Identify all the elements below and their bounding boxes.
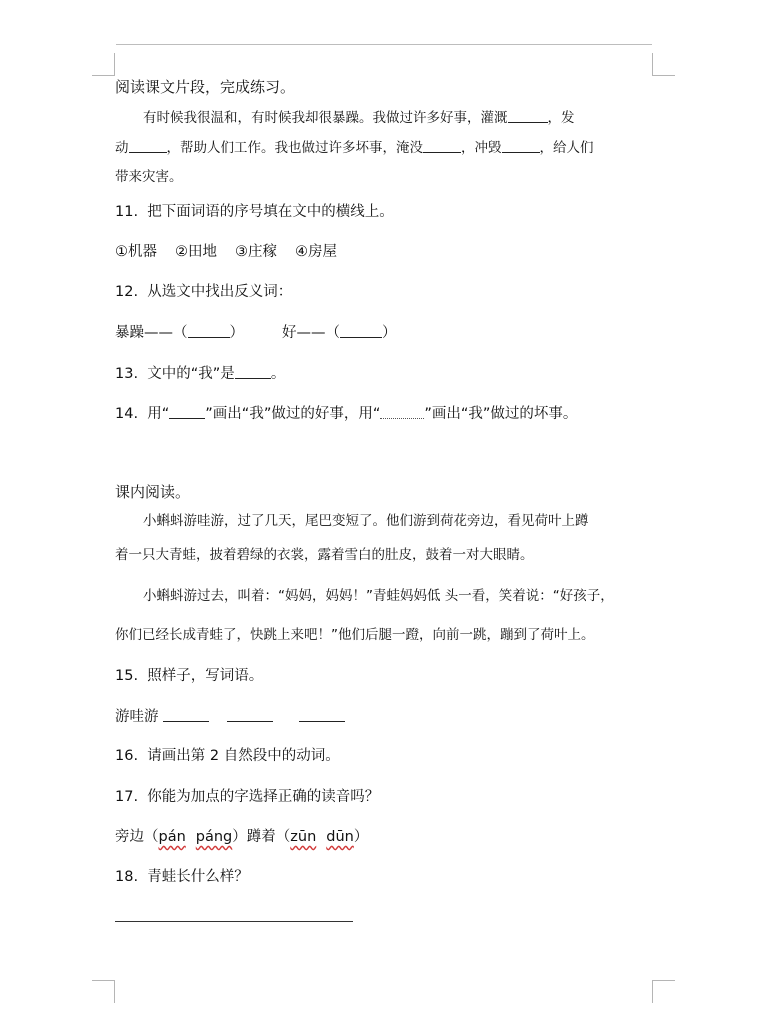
question-15	[115, 666, 263, 686]
answer-blank[interactable]	[129, 137, 167, 153]
question-18	[115, 867, 249, 887]
question-number: 15.	[115, 668, 139, 684]
passage2-p2-line1: 小蝌蚪游过去，叫着：“妈妈，妈妈！”青蛙妈妈低 头一看，笑着说：“好孩子，	[143, 588, 614, 604]
passage-text: ，发	[547, 110, 575, 126]
question-text: ”画出“我”做过的坏事。	[424, 406, 578, 422]
answer-blank[interactable]	[423, 137, 461, 153]
question-text: 从选文中找出反义词：	[147, 284, 293, 300]
paren-close: ）	[229, 325, 244, 341]
passage1-line2	[115, 137, 594, 158]
section2-heading: 课内阅读。	[115, 483, 191, 501]
answer-blank[interactable]	[227, 706, 273, 722]
answer-blank[interactable]	[169, 403, 205, 419]
answer-blank[interactable]	[340, 322, 382, 338]
q15-example-line	[115, 706, 345, 727]
question-12	[115, 282, 292, 302]
question-text-end: 。	[270, 366, 286, 382]
word-with-paren: ）蹲着（	[232, 829, 291, 845]
option-1: ①机器	[115, 244, 157, 260]
corner-mark-bottom-right	[652, 980, 675, 1003]
question-text: 青蛙长什么样？	[147, 869, 249, 885]
antonym-word-2: 好——（	[282, 325, 340, 341]
paren-close: ）	[353, 829, 369, 845]
option-4: ④房屋	[295, 244, 337, 260]
question-number: 11.	[115, 204, 139, 220]
option-3: ③庄稼	[235, 244, 277, 260]
corner-mark-top-right	[652, 53, 675, 76]
answer-blank[interactable]	[299, 706, 345, 722]
page-top-rule	[116, 44, 652, 45]
answer-blank-dotted[interactable]	[380, 403, 424, 419]
question-number: 18.	[115, 869, 139, 885]
question-number: 14.	[115, 406, 139, 422]
question-16	[115, 746, 340, 766]
word-with-paren: 旁边（	[115, 829, 159, 845]
question-number: 16.	[115, 748, 139, 764]
question-number: 12.	[115, 284, 139, 300]
q17-pinyin-line	[115, 827, 368, 847]
question-number: 13.	[115, 366, 139, 382]
passage-text: 动	[115, 140, 129, 156]
paren-close: ）	[382, 325, 397, 341]
question-text: 请画出第 2 自然段中的动词。	[147, 748, 340, 764]
question-11	[115, 202, 394, 222]
question-text: ”画出“我”做过的好事，用“	[205, 406, 381, 422]
passage-text: ，给人们	[539, 140, 594, 156]
passage2-p2-line2: 你们已经长成青蛙了，快跳上来吧！”他们后腿一蹬，向前一跳，蹦到了荷叶上。	[115, 627, 595, 643]
antonym-word-1: 暴躁——（	[115, 325, 188, 341]
passage1-line3: 带来灾害。	[115, 169, 183, 185]
passage1-line1	[143, 107, 575, 128]
answer-blank[interactable]	[188, 322, 230, 338]
example-word: 游哇游	[115, 709, 159, 725]
question-text: 文中的“我”是	[147, 366, 235, 382]
section1-heading: 阅读课文片段，完成练习。	[115, 78, 296, 96]
question-text: 用“	[147, 406, 170, 422]
passage-text: ，帮助人们工作。我也做过许多坏事，淹没	[166, 140, 423, 156]
pinyin-option[interactable]: páng	[195, 829, 233, 845]
question-13	[115, 363, 285, 384]
passage2-p1-line2: 着一只大青蛙，披着碧绿的衣裳，露着雪白的肚皮，鼓着一对大眼睛。	[115, 547, 534, 563]
answer-blank[interactable]	[508, 107, 548, 123]
question-number: 17.	[115, 789, 139, 805]
question-text: 照样子，写词语。	[147, 668, 264, 684]
q11-options	[115, 242, 337, 262]
pinyin-option[interactable]: pán	[158, 829, 186, 845]
corner-mark-bottom-left	[92, 980, 115, 1003]
passage-text: ，冲毁	[461, 140, 502, 156]
passage2-p1-line1: 小蝌蚪游哇游，过了几天，尾巴变短了。他们游到荷花旁边，看见荷叶上蹲	[143, 513, 589, 529]
pinyin-option[interactable]: zūn	[290, 829, 317, 845]
question-text: 你能为加点的字选择正确的读音吗？	[147, 789, 380, 805]
option-2: ②田地	[175, 244, 217, 260]
answer-line[interactable]	[115, 921, 353, 922]
question-text: 把下面词语的序号填在文中的横线上。	[147, 204, 394, 220]
q12-antonym-line	[115, 322, 397, 343]
answer-blank[interactable]	[235, 363, 271, 379]
passage-text: 有时候我很温和，有时候我却很暴躁。我做过许多好事，灌溉	[143, 110, 508, 126]
pinyin-option[interactable]: dūn	[326, 829, 354, 845]
answer-blank[interactable]	[502, 137, 540, 153]
answer-blank[interactable]	[163, 706, 209, 722]
question-17	[115, 787, 379, 807]
question-14	[115, 403, 577, 424]
corner-mark-top-left	[92, 53, 115, 76]
